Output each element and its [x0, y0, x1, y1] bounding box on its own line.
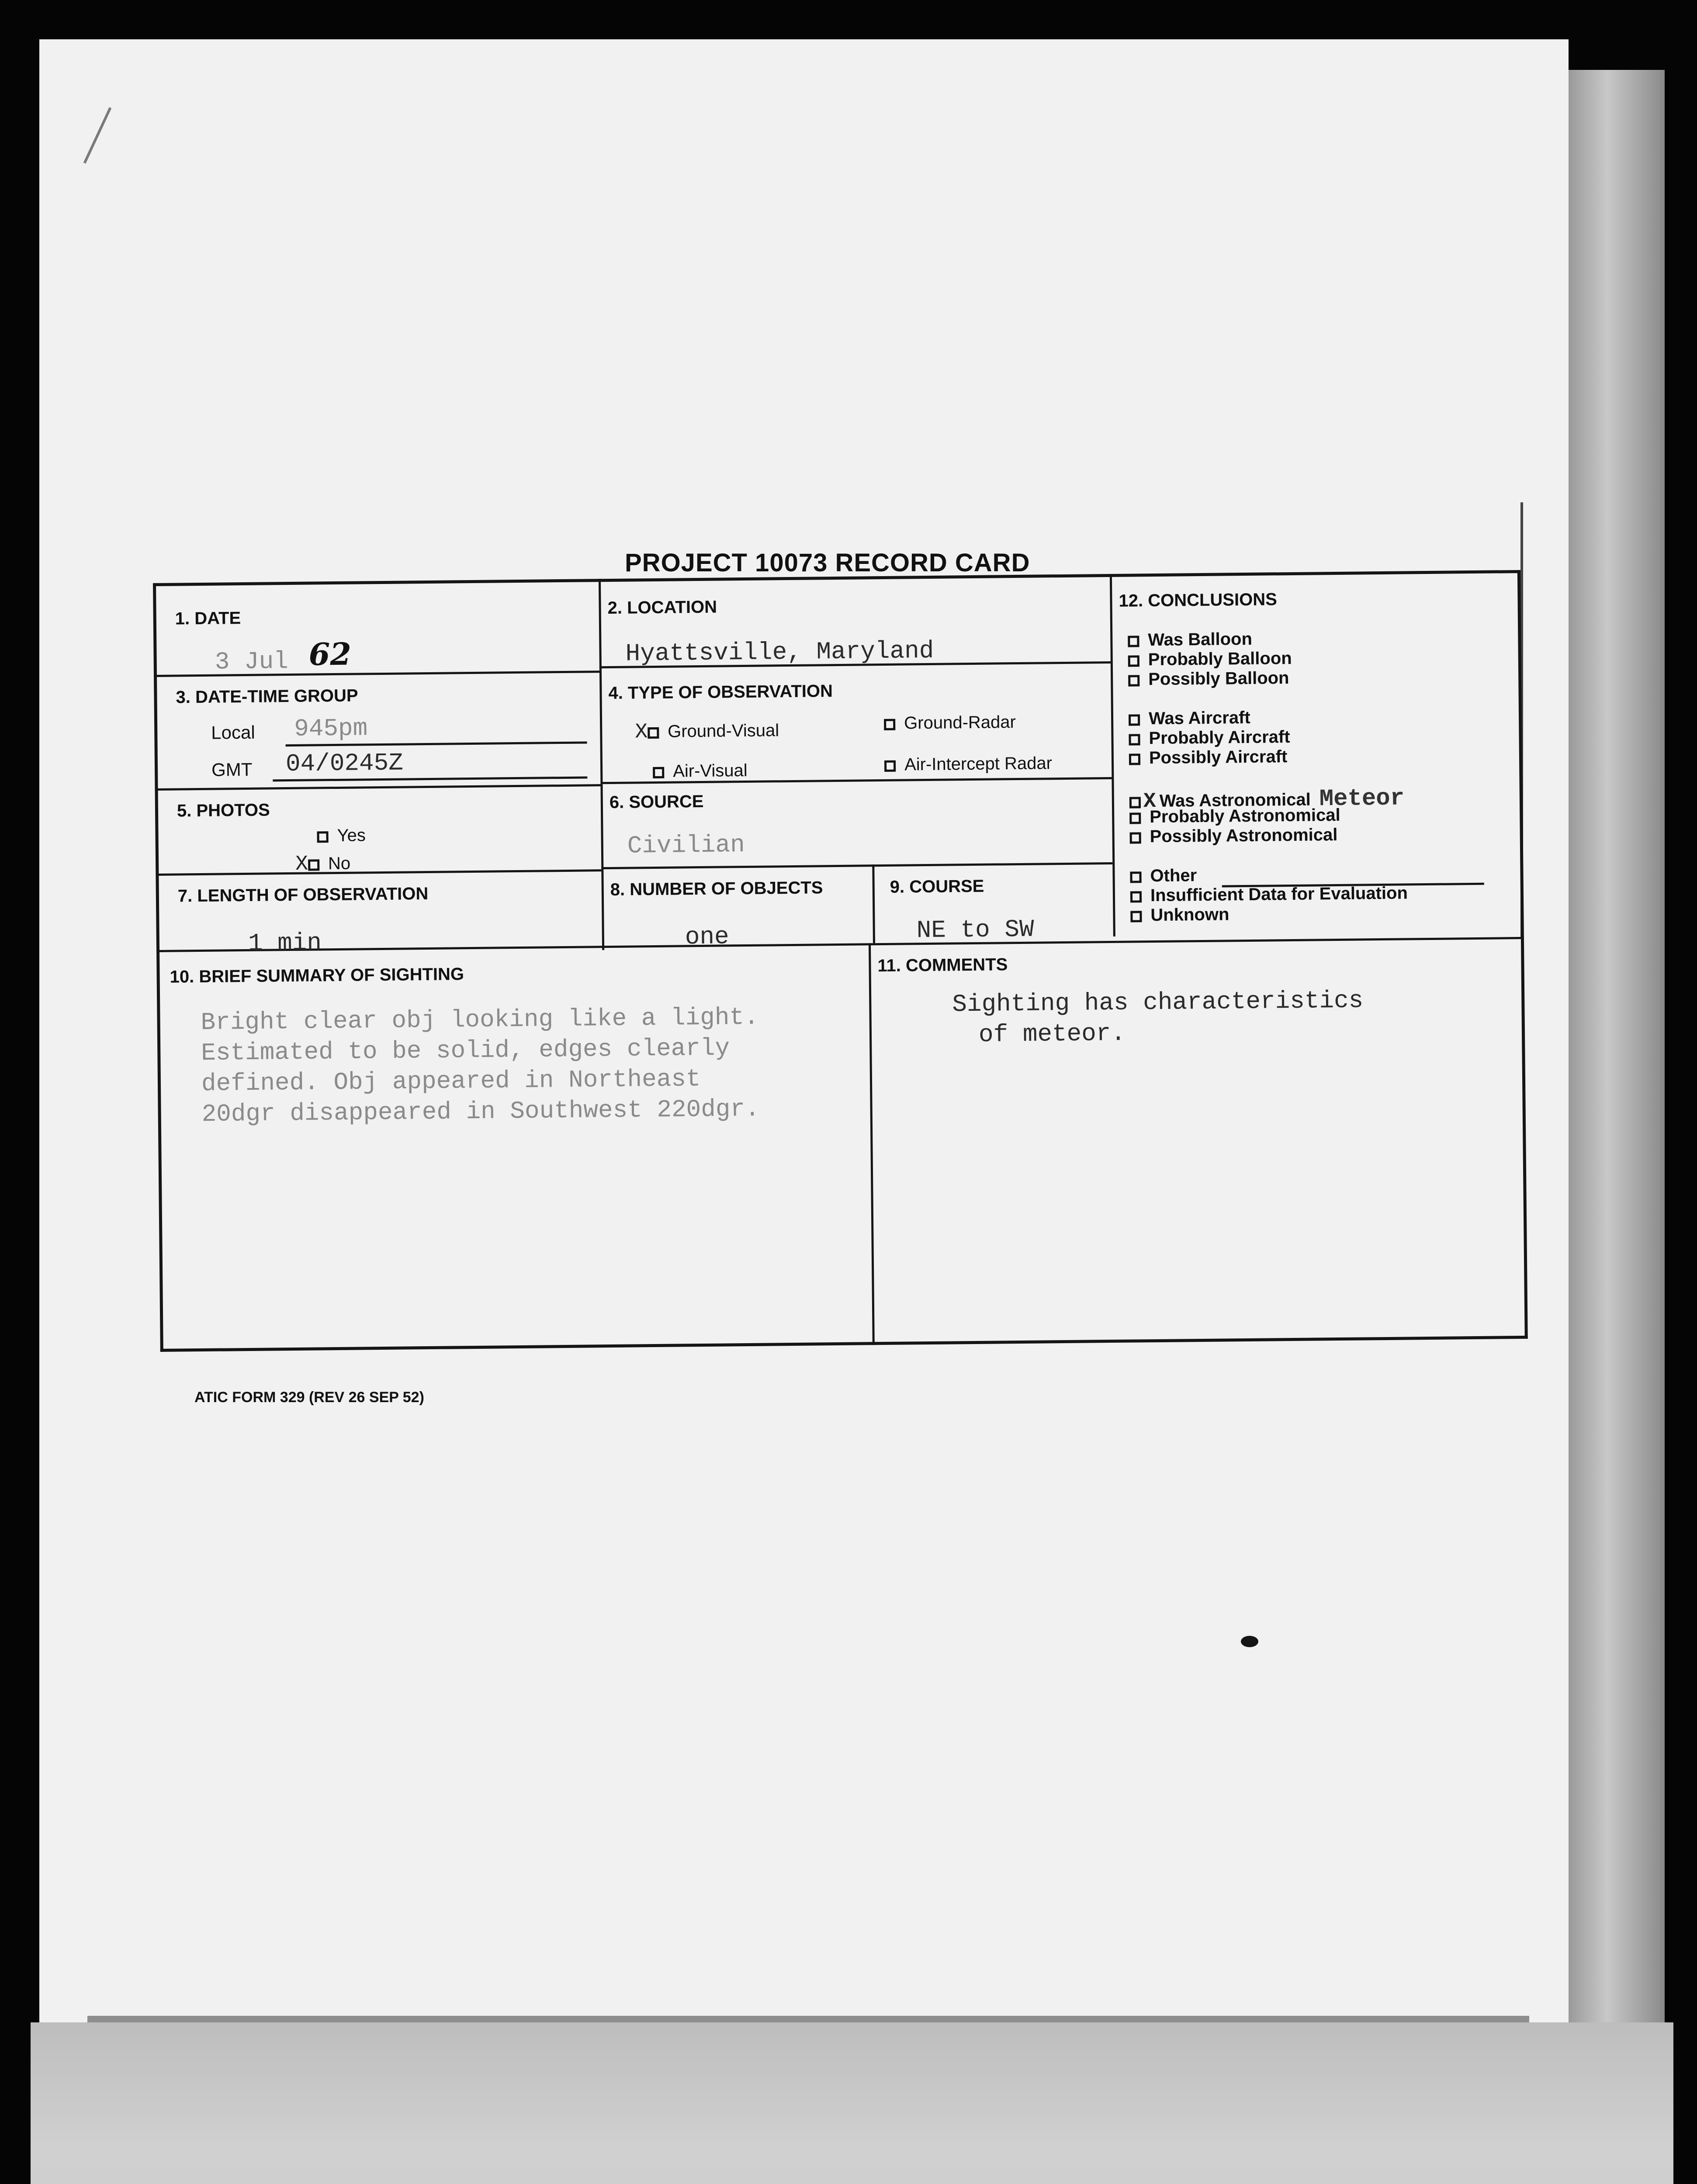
option-text: Yes: [337, 826, 366, 845]
photos-option-no: [295, 852, 350, 876]
observation-option-ground-visual: [635, 719, 779, 744]
gmt-time-label: GMT: [211, 759, 253, 780]
type-of-observation-label: 4. TYPE OF OBSERVATION: [608, 681, 833, 703]
conclusion-text: Was Aircraft: [1148, 708, 1250, 729]
checkbox-icon: [1128, 655, 1139, 667]
conclusions-label: 12. CONCLUSIONS: [1119, 590, 1277, 611]
local-time-value: 945pm: [294, 714, 368, 743]
checkbox-mark: X: [635, 720, 648, 744]
course-label: 9. COURSE: [890, 876, 984, 897]
source-value: Civilian: [627, 831, 745, 860]
divider: [156, 869, 601, 876]
checkbox-icon: [1129, 812, 1141, 824]
checkbox-icon: [1129, 714, 1140, 726]
record-card: [153, 570, 1528, 1352]
conclusion-was-balloon: [1128, 629, 1252, 650]
conclusion-unknown: [1130, 905, 1229, 925]
location-label: 2. LOCATION: [607, 597, 717, 618]
source-label: 6. SOURCE: [609, 791, 704, 812]
form-identifier: ATIC FORM 329 (REV 26 SEP 52): [194, 1389, 424, 1406]
conclusion-text: Was Astronomical: [1159, 790, 1311, 811]
conclusion-text: Unknown: [1150, 905, 1229, 925]
photos-option-yes: [317, 826, 366, 846]
option-text: No: [328, 854, 351, 874]
date-label: 1. DATE: [175, 608, 241, 629]
divider: [155, 784, 601, 791]
conclusion-text: Possibly Aircraft: [1149, 747, 1288, 768]
divider: [156, 937, 1524, 952]
conclusion-annotation: Meteor: [1319, 785, 1405, 813]
comments-line: of meteor.: [978, 1019, 1126, 1049]
summary-line: 20dgr disappeared in Southwest 220dgr.: [201, 1095, 760, 1128]
number-of-objects-value: one: [685, 923, 729, 951]
lower-sheet: [31, 2022, 1673, 2184]
option-text: Air-Intercept Radar: [904, 753, 1053, 774]
option-text: Air-Visual: [672, 760, 748, 781]
comments-label: 11. COMMENTS: [877, 955, 1008, 976]
conclusion-insufficient-data: [1130, 883, 1408, 905]
conclusion-other: [1130, 866, 1197, 886]
number-of-objects-label: 8. NUMBER OF OBJECTS: [610, 878, 823, 899]
checkbox-icon: [308, 859, 319, 871]
conclusion-probably-astronomical: [1129, 805, 1340, 827]
checkbox-icon: [653, 767, 664, 778]
observation-option-ground-radar: [884, 712, 1016, 733]
ink-spot: [1241, 1636, 1258, 1647]
checkbox-icon: [317, 831, 328, 843]
card-title: PROJECT 10073 RECORD CARD: [625, 549, 1030, 577]
gmt-time-value: 04/0245Z: [285, 749, 404, 778]
length-of-observation-value: 1 min: [248, 929, 322, 957]
scan-shadow: [1569, 70, 1665, 2123]
conclusion-possibly-astronomical: [1129, 825, 1337, 847]
divider: [1110, 574, 1115, 936]
checkbox-icon: [1130, 911, 1142, 922]
option-text: Ground-Radar: [904, 712, 1016, 733]
conclusion-text: Probably Astronomical: [1150, 805, 1340, 827]
conclusion-was-aircraft: [1129, 708, 1250, 729]
checkbox-icon: [1129, 753, 1140, 765]
checkbox-icon: [1128, 675, 1139, 686]
brief-summary-label: 10. BRIEF SUMMARY OF SIGHTING: [170, 964, 464, 987]
conclusion-text: Probably Balloon: [1148, 648, 1292, 670]
length-of-observation-label: 7. LENGTH OF OBSERVATION: [177, 884, 429, 906]
checkbox-icon: [1128, 636, 1139, 647]
date-value: 3 Jul: [215, 647, 289, 676]
course-value: NE to SW: [916, 915, 1034, 945]
conclusion-text: Probably Aircraft: [1149, 727, 1290, 748]
conclusion-text: Was Balloon: [1148, 629, 1253, 650]
summary-line: defined. Obj appeared in Northeast: [201, 1065, 701, 1098]
divider: [601, 862, 1112, 869]
checkbox-icon: [1130, 832, 1141, 843]
conclusion-text: Insufficient Data for Evaluation: [1150, 883, 1408, 905]
conclusion-possibly-balloon: [1128, 668, 1289, 690]
conclusion-probably-aircraft: [1129, 727, 1290, 749]
conclusion-probably-balloon: [1128, 649, 1292, 670]
location-value: Hyattsville, Maryland: [625, 636, 934, 668]
checkbox-icon: [884, 760, 896, 772]
checkbox-mark: X: [1143, 789, 1156, 814]
option-text: Ground-Visual: [667, 721, 779, 741]
checkbox-icon: [1130, 871, 1141, 883]
checkbox-icon: [1130, 891, 1142, 902]
checkbox-icon: [648, 727, 659, 739]
comments-line: Sighting has characteristics: [952, 986, 1364, 1019]
conclusion-text: Possibly Balloon: [1148, 668, 1289, 689]
checkbox-icon: [1129, 734, 1140, 745]
checkbox-icon: [1129, 797, 1141, 808]
local-time-label: Local: [211, 722, 255, 743]
date-year-handwritten: 62: [308, 636, 352, 673]
divider: [869, 943, 875, 1345]
checkbox-mark: X: [295, 852, 308, 876]
checkbox-icon: [884, 719, 895, 730]
conclusion-text: Other: [1150, 866, 1197, 886]
conclusion-possibly-aircraft: [1129, 747, 1288, 768]
summary-line: Bright clear obj looking like a light.: [201, 1003, 759, 1037]
divider: [872, 864, 875, 943]
observation-option-air-visual: [653, 761, 748, 781]
summary-line: Estimated to be solid, edges clearly: [201, 1034, 730, 1067]
observation-option-air-intercept-radar: [884, 753, 1052, 775]
conclusion-text: Possibly Astronomical: [1150, 825, 1338, 847]
photos-label: 5. PHOTOS: [177, 800, 270, 821]
date-time-group-label: 3. DATE-TIME GROUP: [176, 686, 358, 707]
divider: [599, 579, 604, 950]
